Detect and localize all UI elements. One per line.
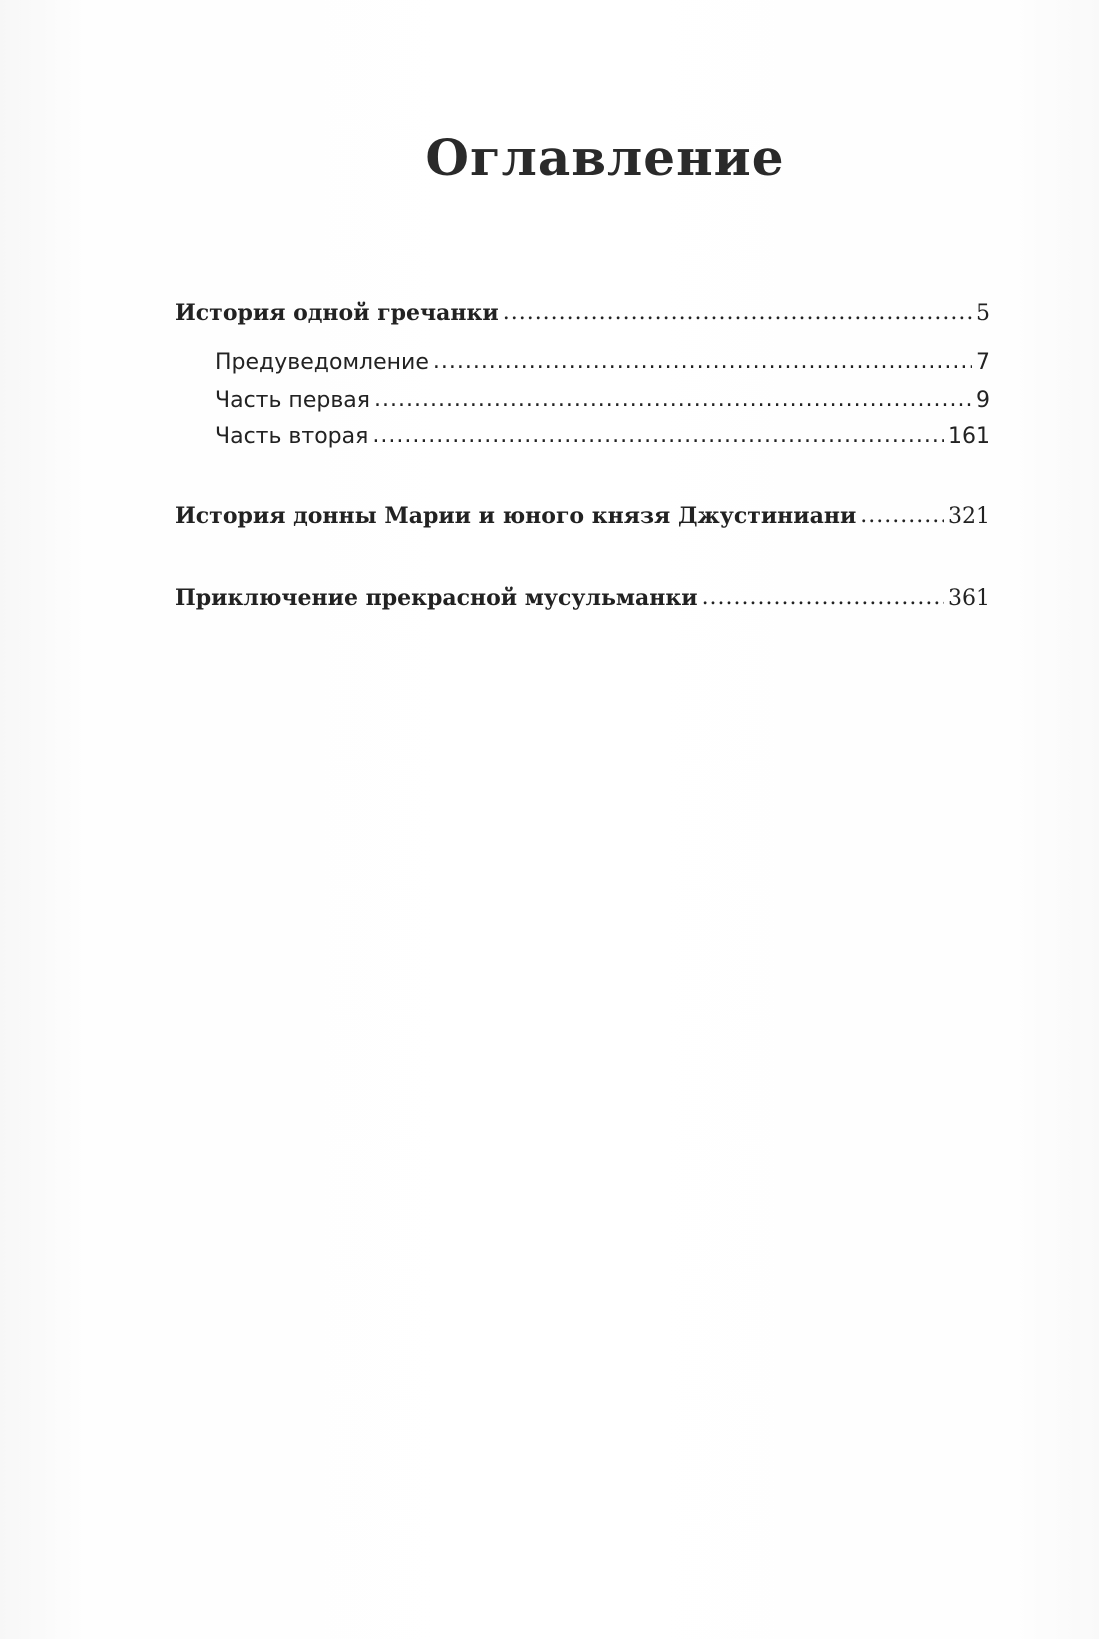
toc-entry — [175, 585, 990, 611]
toc-entry — [175, 424, 990, 449]
toc-entry-label: Приключение прекрасной мусульманки — [175, 585, 698, 611]
dot-leader — [372, 423, 944, 448]
dot-leader — [702, 585, 944, 610]
toc-entry-label: Часть вторая — [215, 424, 369, 449]
toc-entry — [175, 350, 990, 375]
dot-leader — [374, 387, 972, 412]
toc-entry-label: История одной гречанки — [175, 300, 499, 326]
dot-leader — [503, 300, 972, 325]
toc-entry-page: 7 — [976, 350, 990, 375]
toc-entry-label: Предуведомление — [215, 350, 429, 375]
toc-entry — [175, 503, 990, 529]
toc-entry-label: Часть первая — [215, 388, 370, 413]
dot-leader — [860, 503, 944, 528]
toc-entry-page: 321 — [948, 504, 990, 529]
page-title: Оглавление — [425, 128, 785, 187]
toc-entry — [175, 388, 990, 413]
toc-entry-label: История донны Марии и юного князя Джустиниани — [175, 503, 857, 529]
dot-leader — [433, 349, 972, 374]
toc-entry-page: 361 — [948, 586, 990, 611]
toc-entry — [175, 300, 990, 326]
toc-entry-page: 9 — [976, 388, 990, 413]
toc-entry-page: 5 — [976, 301, 990, 326]
toc-entry-page: 161 — [948, 424, 990, 449]
